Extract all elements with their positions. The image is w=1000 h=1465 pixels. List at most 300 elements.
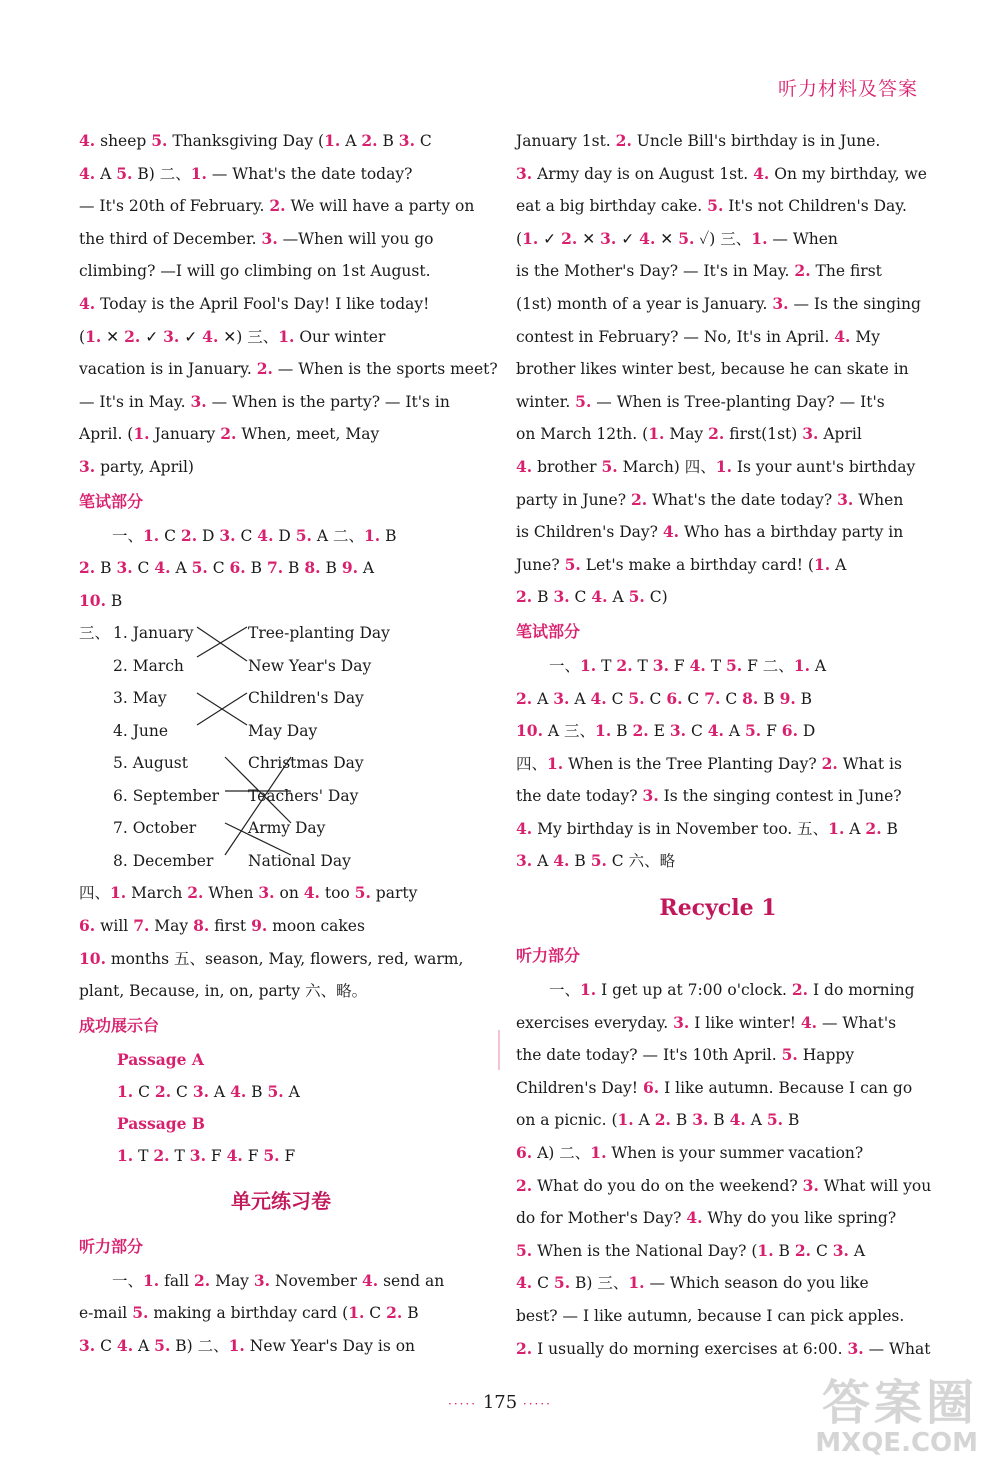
question-number: 1. bbox=[813, 554, 831, 574]
question-number: 5. bbox=[116, 163, 133, 183]
question-number: 5. bbox=[766, 1110, 784, 1130]
question-number: 2. bbox=[654, 1110, 671, 1130]
question-number: 5. bbox=[601, 456, 618, 476]
question-number: 2. bbox=[269, 196, 286, 216]
question-number: 1. bbox=[190, 163, 207, 183]
matching-holiday-item: Children's Day bbox=[248, 689, 364, 708]
text-line bbox=[79, 255, 483, 288]
text-line-content: 10. months 五、season, May, flowers, red, warm, bbox=[79, 948, 464, 968]
text-line-content: 一、1. T 2. T 3. F 4. T 5. F 二、1. A bbox=[549, 655, 827, 675]
text-line-content: 3. Army day is on August 1st. 4. On my birthday, we bbox=[516, 163, 927, 183]
text-line bbox=[79, 418, 483, 451]
question-number: 3. bbox=[116, 558, 133, 578]
question-number: 3. bbox=[189, 1146, 206, 1166]
text-line bbox=[516, 748, 920, 781]
question-number: 6. bbox=[516, 1143, 533, 1163]
question-number: 1. bbox=[364, 525, 381, 545]
question-number: 1. bbox=[617, 1110, 634, 1130]
question-number: 7. bbox=[266, 558, 284, 578]
text-line bbox=[79, 451, 483, 484]
question-number: 8. bbox=[193, 915, 210, 935]
question-number: 4. bbox=[553, 851, 570, 871]
text-line bbox=[516, 683, 920, 716]
matching-holiday-item: Christmas Day bbox=[248, 754, 364, 773]
text-line-content: do for Mother's Day? 4. Why do you like spring? bbox=[516, 1208, 897, 1228]
text-line-content: e-mail 5. making a birthday card (1. C 2. B bbox=[79, 1303, 419, 1323]
matching-month-item: 4. June bbox=[113, 721, 169, 740]
question-number: 6. bbox=[79, 915, 96, 935]
question-number: 3. bbox=[772, 293, 789, 313]
left-written-lines bbox=[79, 520, 483, 618]
right-column bbox=[516, 125, 932, 1365]
question-number: 10. bbox=[516, 721, 543, 741]
question-number: 2. bbox=[865, 818, 882, 838]
question-number: 4. bbox=[689, 655, 706, 675]
question-number: 4. bbox=[257, 525, 274, 545]
question-number: 2. bbox=[821, 753, 838, 773]
question-number: 2. bbox=[630, 489, 648, 509]
question-number: 2. bbox=[256, 359, 273, 379]
matching-month-item: 2. March bbox=[113, 656, 184, 675]
text-line-content: 4. Today is the April Fool's Day! I like today! bbox=[79, 293, 430, 313]
text-line bbox=[516, 1104, 920, 1137]
passage-b-answer-text: 1. T 2. T 3. F 4. F 5. F bbox=[117, 1146, 296, 1166]
text-line bbox=[79, 1297, 483, 1330]
matching-holiday-item: New Year's Day bbox=[248, 656, 372, 675]
question-number: 2. bbox=[516, 1338, 533, 1358]
text-line-content: climbing? —I will go climbing on 1st August. bbox=[79, 262, 431, 281]
question-number: 1. bbox=[648, 424, 665, 444]
text-line bbox=[79, 288, 483, 321]
question-number: 8. bbox=[304, 558, 321, 578]
matching-holiday-item: Tree-planting Day bbox=[248, 624, 390, 643]
listening-section-title: 听力部分 bbox=[516, 946, 581, 966]
question-number: 4. bbox=[361, 1270, 379, 1290]
text-line bbox=[516, 386, 920, 419]
question-number: 4. bbox=[226, 1146, 243, 1166]
text-line-content: party in June? 2. What's the date today? 3. When bbox=[516, 489, 904, 509]
text-line-content: 四、1. When is the Tree Planting Day? 2. What is bbox=[516, 753, 902, 773]
text-line bbox=[79, 877, 483, 910]
text-line bbox=[516, 321, 920, 354]
question-number: 4. bbox=[729, 1110, 746, 1130]
question-number: 6. bbox=[781, 721, 798, 741]
question-number: 5. bbox=[154, 1336, 171, 1356]
question-number: 6. bbox=[666, 688, 683, 708]
question-number: 1. bbox=[110, 883, 127, 903]
passage-b-title: Passage B bbox=[117, 1114, 205, 1134]
question-number: 4. bbox=[753, 163, 770, 183]
question-number: 4. bbox=[303, 883, 320, 903]
page-header-title: 听力材料及答案 bbox=[777, 78, 918, 100]
question-number: 10. bbox=[79, 590, 106, 610]
question-number: 3. bbox=[802, 424, 819, 444]
text-line bbox=[516, 255, 920, 288]
text-line-content: (1st) month of a year is January. 3. — Is the singing bbox=[516, 293, 921, 313]
question-number: 3. bbox=[837, 489, 854, 509]
text-line-content: 10. B bbox=[79, 590, 123, 610]
question-number: 1. bbox=[133, 424, 150, 444]
question-number: 2. bbox=[154, 1081, 172, 1101]
text-line bbox=[516, 1039, 920, 1072]
text-line-content: vacation is in January. 2. — When is the sports meet? bbox=[79, 359, 498, 379]
question-number: 1. bbox=[595, 721, 612, 741]
question-number: 3. bbox=[847, 1338, 864, 1358]
text-line bbox=[516, 190, 920, 223]
matching-lines bbox=[79, 617, 483, 877]
question-number: 4. bbox=[707, 721, 724, 741]
text-line bbox=[516, 418, 920, 451]
watermark-url: MXQE.COM bbox=[815, 1428, 978, 1458]
question-number: 5. bbox=[354, 883, 371, 903]
text-line-content: 2. B 3. C 4. A 5. C 6. B 7. B 8. B 9. A bbox=[79, 558, 375, 578]
match-line bbox=[225, 757, 291, 855]
text-line bbox=[79, 223, 483, 256]
question-number: 5. bbox=[553, 1273, 571, 1293]
question-number: 3. bbox=[398, 131, 415, 150]
text-line-content: — It's 20th of February. 2. We will have a party on bbox=[79, 196, 475, 216]
passage-a-answers bbox=[79, 1076, 483, 1109]
question-number: 1. bbox=[348, 1303, 365, 1323]
text-line-content: 4. sheep 5. Thanksgiving Day (1. A 2. B 3. C bbox=[79, 131, 432, 150]
question-number: 1. bbox=[757, 1240, 774, 1260]
question-number: 1. bbox=[522, 228, 539, 248]
question-number: 2. bbox=[615, 131, 632, 150]
question-number: 4. bbox=[834, 326, 851, 346]
question-number: 5. bbox=[564, 554, 581, 574]
question-number: 4. bbox=[516, 1273, 533, 1293]
question-number: 3. bbox=[642, 786, 659, 806]
question-number: 7. bbox=[704, 688, 721, 708]
question-number: 1. bbox=[828, 818, 845, 838]
question-number: 2. bbox=[361, 131, 378, 150]
text-line-content: Children's Day! 6. I like autumn. Because I can go bbox=[516, 1077, 913, 1097]
text-line bbox=[516, 650, 920, 683]
text-line bbox=[516, 1170, 932, 1203]
match-line bbox=[225, 823, 291, 855]
text-line bbox=[516, 288, 920, 321]
question-number: 3. bbox=[600, 228, 617, 248]
text-line-content: 10. A 三、1. B 2. E 3. C 4. A 5. F 6. D bbox=[516, 721, 816, 741]
question-number: 4. bbox=[516, 456, 533, 476]
watermark bbox=[815, 1377, 978, 1457]
question-number: 3. bbox=[261, 228, 278, 248]
question-number: 1. bbox=[85, 326, 102, 346]
question-number: 5. bbox=[628, 688, 645, 708]
text-line-content: 一、1. fall 2. May 3. November 4. send an bbox=[112, 1270, 445, 1290]
matching-exercise bbox=[79, 617, 483, 877]
text-line-content: eat a big birthday cake. 5. It's not Children's Day. bbox=[516, 196, 907, 216]
question-number: 5. bbox=[295, 525, 312, 545]
question-number: 5. bbox=[151, 131, 168, 150]
text-line-content: is the Mother's Day? — It's in May. 2. The first bbox=[516, 261, 882, 281]
text-line bbox=[516, 974, 920, 1007]
text-line bbox=[516, 549, 920, 582]
watermark-logo-text: 答案圈 bbox=[821, 1375, 978, 1431]
question-number: 5. bbox=[191, 558, 208, 578]
text-line-content: best? — I like autumn, because I can pick apples. bbox=[516, 1307, 905, 1325]
question-number: 1. bbox=[228, 1336, 245, 1356]
question-number: 1. bbox=[278, 326, 295, 346]
text-line bbox=[79, 190, 483, 223]
question-number: 9. bbox=[341, 558, 358, 578]
text-line-content: is Children's Day? 4. Who has a birthday party in bbox=[516, 522, 904, 542]
question-number: 4. bbox=[79, 163, 96, 183]
question-number: 1. bbox=[628, 1273, 645, 1293]
text-line bbox=[516, 516, 920, 549]
page-number-dots-right: ····· bbox=[522, 1397, 552, 1411]
question-number: 4. bbox=[154, 558, 171, 578]
showcase-title: 成功展示台 bbox=[79, 1015, 160, 1035]
text-line bbox=[516, 1235, 920, 1268]
matching-month-item: 5. August bbox=[113, 754, 188, 773]
question-number: 5. bbox=[590, 851, 607, 871]
question-number: 2. bbox=[220, 424, 237, 444]
text-line-content: on a picnic. (1. A 2. B 3. B 4. A 5. B bbox=[516, 1110, 800, 1130]
left-answer-lines bbox=[79, 125, 498, 484]
question-number: 5. bbox=[267, 1081, 284, 1101]
question-number: 4. bbox=[79, 293, 96, 313]
question-number: 3. bbox=[669, 721, 687, 741]
question-number: 2. bbox=[791, 980, 809, 1000]
text-line-content: 四、1. March 2. When 3. on 4. too 5. party bbox=[79, 883, 418, 903]
question-number: 5. bbox=[575, 391, 592, 411]
text-line bbox=[79, 1330, 483, 1363]
question-number: 2. bbox=[193, 1270, 211, 1290]
question-number: 5. bbox=[781, 1045, 798, 1065]
text-line-content: brother likes winter best, because he can skate in bbox=[516, 360, 909, 379]
text-line-content: exercises everyday. 3. I like winter! 4. — What's bbox=[516, 1012, 897, 1032]
text-line-content: June? 5. Let's make a birthday card! (1. A bbox=[516, 554, 847, 574]
matching-month-item: 7. October bbox=[113, 819, 197, 838]
question-number: 5. bbox=[678, 228, 695, 248]
question-number: 2. bbox=[153, 1146, 170, 1166]
question-number: 3. bbox=[652, 655, 669, 675]
question-number: 2. bbox=[794, 1240, 812, 1260]
text-line-content: 5. When is the National Day? (1. B 2. C 3. A bbox=[516, 1240, 866, 1260]
text-line bbox=[79, 1265, 483, 1298]
question-number: 1. bbox=[715, 456, 732, 476]
text-line-content: (1. ✓ 2. ✕ 3. ✓ 4. ✕ 5. ✓) 三、1. — When bbox=[516, 228, 838, 248]
matching-month-item: 6. September bbox=[113, 786, 220, 805]
question-number: 3. bbox=[190, 391, 207, 411]
text-line bbox=[79, 125, 483, 158]
text-line-content: 4. C 5. B) 三、1. — Which season do you like bbox=[516, 1273, 869, 1293]
text-line-content: 2. I usually do morning exercises at 6:00. 3. — What bbox=[516, 1338, 931, 1358]
question-number: 4. bbox=[686, 1208, 703, 1228]
question-number: 2. bbox=[516, 1175, 533, 1195]
text-line-content: (1. ✕ 2. ✓ 3. ✓ 4. ✕) 三、1. Our winter bbox=[79, 326, 386, 346]
question-number: 2. bbox=[386, 1303, 403, 1323]
text-line-content: on March 12th. (1. May 2. first(1st) 3. April bbox=[516, 424, 862, 444]
text-line bbox=[79, 552, 483, 585]
question-number: 3. bbox=[516, 851, 533, 871]
text-line bbox=[79, 520, 483, 553]
text-line-content: 2. A 3. A 4. C 5. C 6. C 7. C 8. B 9. B bbox=[516, 688, 813, 708]
passage-a-title: Passage A bbox=[117, 1049, 204, 1069]
question-number: 1. bbox=[117, 1081, 134, 1101]
text-line bbox=[516, 1333, 931, 1366]
text-line bbox=[516, 845, 920, 878]
recycle-title: Recycle 1 bbox=[659, 895, 777, 922]
text-line-content: 2. What do you do on the weekend? 3. What will you bbox=[516, 1175, 932, 1195]
text-line bbox=[516, 1007, 920, 1040]
question-number: 4. bbox=[800, 1012, 818, 1032]
matching-prefix: 三、 bbox=[79, 624, 111, 643]
left-after-matching-lines bbox=[79, 877, 483, 1007]
question-number: 5. bbox=[725, 655, 743, 675]
question-number: 4. bbox=[516, 818, 533, 838]
written-section-title: 笔试部分 bbox=[79, 491, 144, 511]
question-number: 2. bbox=[794, 261, 811, 281]
question-number: 2. bbox=[180, 525, 198, 545]
question-number: 6. bbox=[642, 1077, 660, 1097]
text-line bbox=[516, 125, 920, 158]
question-number: 1. bbox=[580, 655, 597, 675]
question-number: 3. bbox=[673, 1012, 690, 1032]
passage-a-answer-text: 1. C 2. C 3. A 4. B 5. A bbox=[117, 1081, 300, 1101]
question-number: 3. bbox=[79, 456, 96, 476]
matching-month-item: 3. May bbox=[113, 689, 167, 708]
written-section-title: 笔试部分 bbox=[516, 621, 581, 641]
page-number-value: 175 bbox=[482, 1392, 518, 1413]
text-line bbox=[516, 1267, 920, 1300]
text-line bbox=[516, 715, 920, 748]
listening-section-title: 听力部分 bbox=[79, 1236, 144, 1256]
question-number: 2. bbox=[516, 587, 533, 607]
text-line bbox=[516, 1137, 920, 1170]
text-line bbox=[516, 1202, 920, 1235]
text-line-content: 3. C 4. A 5. B) 二、1. New Year's Day is on bbox=[79, 1336, 416, 1356]
text-line bbox=[79, 353, 498, 386]
question-number: 1. bbox=[143, 1270, 160, 1290]
recycle-answer-lines bbox=[516, 974, 932, 1365]
question-number: 1. bbox=[793, 655, 810, 675]
text-line-content: April. (1. January 2. When, meet, May bbox=[79, 424, 380, 444]
text-line-content: 3. party, April) bbox=[79, 456, 194, 476]
question-number: 1. bbox=[117, 1146, 134, 1166]
text-line-content: the third of December. 3. —When will you go bbox=[79, 228, 434, 248]
text-line-content: 2. B 3. C 4. A 5. C) bbox=[516, 587, 668, 607]
question-number: 4. bbox=[116, 1336, 134, 1356]
text-line bbox=[79, 585, 483, 618]
text-line bbox=[79, 158, 483, 191]
text-line bbox=[79, 943, 483, 976]
question-number: 5. bbox=[263, 1146, 280, 1166]
question-number: 4. bbox=[639, 228, 656, 248]
question-number: 10. bbox=[79, 948, 106, 968]
question-number: 6. bbox=[229, 558, 246, 578]
question-number: 3. bbox=[516, 163, 533, 183]
text-line bbox=[79, 321, 483, 354]
text-line bbox=[516, 451, 920, 484]
matching-month-item: 1. January bbox=[113, 624, 194, 643]
column-divider bbox=[498, 1030, 500, 1070]
text-line-content: 6. A) 二、1. When is your summer vacation? bbox=[516, 1143, 864, 1163]
question-number: 2. bbox=[616, 655, 633, 675]
matching-month-item: 8. December bbox=[113, 851, 214, 870]
question-number: 4. bbox=[590, 688, 607, 708]
matching-holiday-item: National Day bbox=[248, 851, 351, 870]
text-line-content: 3. A 4. B 5. C 六、略 bbox=[516, 851, 676, 871]
question-number: 3. bbox=[802, 1175, 819, 1195]
text-line bbox=[79, 386, 483, 419]
text-line-content: 4. A 5. B) 二、1. — What's the date today? bbox=[79, 163, 413, 183]
text-line-content: 6. will 7. May 8. first 9. moon cakes bbox=[79, 915, 365, 935]
question-number: 2. bbox=[561, 228, 578, 248]
question-number: 5. bbox=[707, 196, 724, 216]
text-line-content: 4. brother 5. March) 四、1. Is your aunt's birthday bbox=[516, 456, 916, 476]
text-line bbox=[79, 910, 483, 943]
unit-answer-lines bbox=[79, 1265, 483, 1363]
text-line-content: 一、1. C 2. D 3. C 4. D 5. A 二、1. B bbox=[112, 525, 397, 545]
text-line bbox=[516, 581, 920, 614]
question-number: 4. bbox=[79, 131, 96, 150]
question-number: 2. bbox=[79, 558, 96, 578]
question-number: 8. bbox=[742, 688, 759, 708]
question-number: 3. bbox=[692, 1110, 709, 1130]
question-number: 2. bbox=[124, 326, 141, 346]
question-number: 3. bbox=[832, 1240, 849, 1260]
question-number: 3. bbox=[79, 1336, 96, 1356]
text-line bbox=[516, 353, 920, 386]
text-line-content: the date today? 3. Is the singing contest in June? bbox=[516, 786, 902, 806]
text-line bbox=[79, 975, 483, 1008]
right-answer-lines bbox=[516, 125, 927, 614]
text-line-content: contest in February? — No, It's in April. 4. My bbox=[516, 326, 880, 346]
text-line-content: 一、1. I get up at 7:00 o'clock. 2. I do morning bbox=[549, 980, 915, 1000]
question-number: 3. bbox=[192, 1081, 209, 1101]
question-number: 9. bbox=[251, 915, 268, 935]
text-line bbox=[516, 223, 920, 256]
question-number: 2. bbox=[516, 688, 533, 708]
text-line bbox=[516, 813, 920, 846]
question-number: 1. bbox=[580, 980, 597, 1000]
text-line bbox=[516, 484, 920, 517]
question-number: 5. bbox=[132, 1303, 149, 1323]
right-written-lines bbox=[516, 650, 920, 878]
text-line bbox=[516, 158, 927, 191]
question-number: 1. bbox=[324, 131, 341, 150]
page-number-dots-left: ····· bbox=[448, 1397, 478, 1411]
matching-holiday-item: Teachers' Day bbox=[248, 786, 359, 805]
question-number: 9. bbox=[779, 688, 796, 708]
question-number: 3. bbox=[258, 883, 275, 903]
text-line-content: winter. 5. — When is Tree-planting Day? — It's bbox=[516, 391, 885, 411]
question-number: 5. bbox=[744, 721, 762, 741]
question-number: 3. bbox=[253, 1270, 271, 1290]
question-number: 4. bbox=[202, 326, 219, 346]
unit-exercise-title: 单元练习卷 bbox=[231, 1188, 331, 1213]
text-line-content: the date today? — It's 10th April. 5. Happy bbox=[516, 1045, 855, 1065]
text-line-content: 4. My birthday is in November too. 五、1. A 2. B bbox=[516, 818, 898, 838]
matching-holiday-item: Army Day bbox=[248, 819, 326, 838]
match-line bbox=[225, 757, 291, 823]
text-line bbox=[516, 1300, 920, 1333]
text-line bbox=[516, 1072, 920, 1105]
question-number: 4. bbox=[230, 1081, 247, 1101]
question-number: 3. bbox=[553, 587, 570, 607]
left-column bbox=[79, 125, 498, 1363]
question-number: 7. bbox=[133, 915, 150, 935]
question-number: 3. bbox=[163, 326, 180, 346]
passage-b-answers bbox=[79, 1140, 483, 1173]
question-number: 5. bbox=[628, 587, 645, 607]
question-number: 4. bbox=[662, 522, 680, 542]
matching-holiday-item: May Day bbox=[248, 721, 318, 740]
text-line-content: January 1st. 2. Uncle Bill's birthday is in June. bbox=[516, 131, 881, 150]
question-number: 3. bbox=[553, 688, 570, 708]
